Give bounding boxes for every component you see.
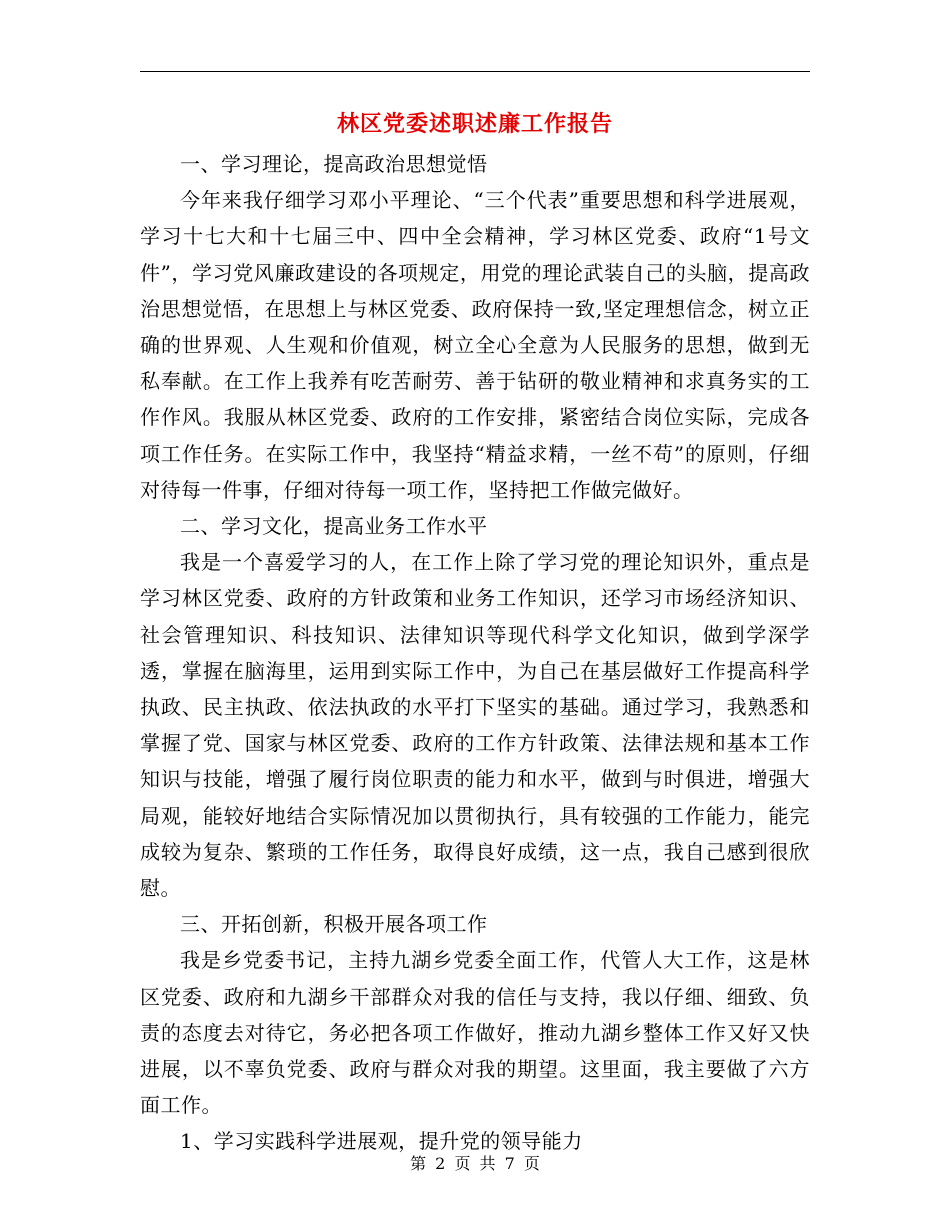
section-heading-3: 三、开拓创新，积极开展各项工作: [180, 912, 488, 937]
document-title: 林区党委述职述廉工作报告: [336, 111, 613, 137]
page-number-footer: 第 2 页 共 7 页: [410, 1154, 540, 1173]
body-paragraph-2: 我是一个喜爱学习的人，在工作上除了学习党的理论知识外，重点是学习林区党委、政府的方针政策和业务工作知识，还学习市场经济知识、社会管理知识、科技知识、法律知识等现代科学文化知识，做到学深学透，掌握在脑海里，运用到实际工作中，为自己在基层做好工作提高科学执政、民主执政、依法执政的水平打下坚实的基础。通过学习，我熟悉和掌握了党、国家与林区党委、政府的工作方针政策、法律法规和基本工作知识与技能，增强了履行岗位职责的能力和水平，做到与时俱进，增强大局观，能较好地结合实际情况加以贯彻执行，具有较强的工作能力，能完成较为复杂、繁琐的工作任务，取得良好成绩，这一点，我自己感到很欣慰。: [140, 550, 810, 901]
document-body: [140, 146, 810, 1160]
section-heading-1: 一、学习理论，提高政治思想觉悟: [180, 152, 488, 176]
subsection-heading-1: 1、学习实践科学进展观，提升党的领导能力: [180, 1129, 583, 1154]
section-heading-2: 二、学习文化，提高业务工作水平: [180, 514, 488, 539]
header-rule: [140, 71, 810, 72]
body-paragraph-3: 我是乡党委书记，主持九湖乡党委全面工作，代管人大工作，这是林区党委、政府和九湖乡干部群众对我的信任与支持，我以仔细、细致、负责的态度去对待它，务必把各项工作做好，推动九湖乡整体工作又好又快进展，以不辜负党委、政府与群众对我的期望。这里面，我主要做了六方面工作。: [140, 948, 810, 1118]
body-paragraph-1: 今年来我仔细学习邓小平理论、“三个代表”重要思想和科学进展观，学习十七大和十七届三中、四中全会精神，学习林区党委、政府“1号文件”，学习党风廉政建设的各项规定，用党的理论武装自己的头脑，提高政治思想觉悟，在思想上与林区党委、政府保持一致,坚定理想信念，树立正确的世界观、人生观和价值观，树立全心全意为人民服务的思想，做到无私奉献。在工作上我养有吃苦耐劳、善于钻研的敬业精神和求真务实的工作作风。我服从林区党委、政府的工作安排，紧密结合岗位实际，完成各项工作任务。在实际工作中，我坚持“精益求精，一丝不苟”的原则，仔细对待每一件事，仔细对待每一项工作，坚持把工作做完做好。: [140, 188, 810, 502]
